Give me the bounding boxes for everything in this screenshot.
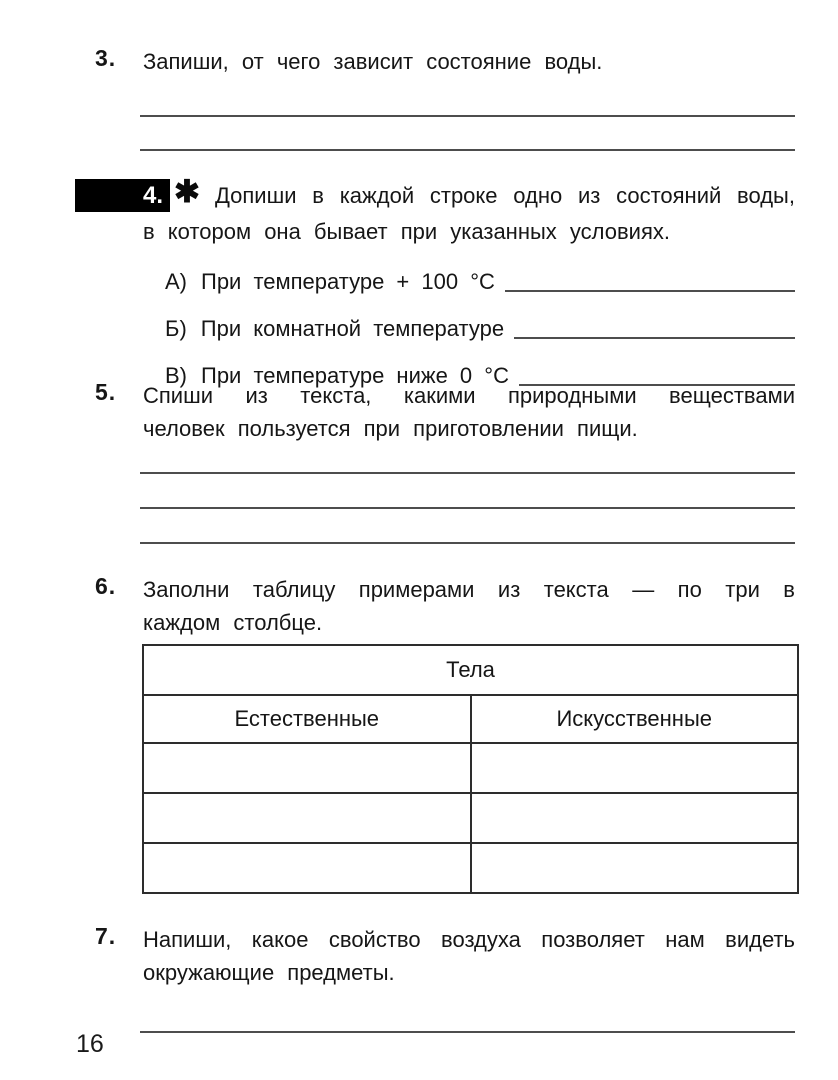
task-3	[0, 44, 838, 174]
column-header-artificial: Искусственные	[471, 695, 799, 743]
answer-line[interactable]	[140, 1031, 795, 1033]
task-text-line2: каждом столбце.	[143, 610, 323, 635]
task-6	[0, 572, 838, 902]
task-text: Запиши, от чего зависит состояние воды.	[143, 49, 603, 74]
answer-line[interactable]	[140, 542, 795, 544]
subitem-label: А)	[165, 269, 187, 294]
subitem-a	[165, 267, 795, 295]
table-title: Тела	[143, 645, 798, 695]
task-text-line1: Напиши, какое свойство воздуха позволяет нам видеть	[143, 927, 795, 952]
task-subitems	[143, 267, 795, 389]
task-number-highlighted: 4.	[75, 179, 170, 212]
task-7	[0, 922, 838, 1042]
answer-line[interactable]	[140, 507, 795, 509]
page-number: 16	[76, 1030, 104, 1058]
task-number: 7.	[95, 923, 117, 949]
task-text-line2: окружающие предметы.	[143, 960, 395, 985]
table-cell-empty[interactable]	[143, 743, 471, 793]
answer-line[interactable]	[140, 472, 795, 474]
subitem-text: При температуре ниже 0 °С	[201, 363, 509, 388]
task-text-line1: Спиши из текста, какими природными веществами	[143, 383, 795, 408]
task-text-line2: человек пользуется при приготовлении пищи.	[143, 416, 638, 441]
subitem-label: В)	[165, 363, 187, 388]
table-cell-empty[interactable]	[471, 793, 799, 843]
answer-line[interactable]	[140, 115, 795, 117]
table-cell-empty[interactable]	[471, 843, 799, 893]
task-number: 3.	[95, 45, 117, 71]
answer-underline[interactable]	[514, 337, 795, 339]
table-cell-empty[interactable]	[143, 843, 471, 893]
answer-underline[interactable]	[505, 290, 795, 292]
subitem-b	[165, 314, 795, 342]
task-5	[0, 378, 838, 568]
task-text-line2: в котором она бывает при указанных условиях.	[143, 219, 670, 244]
column-header-natural: Естественные	[143, 695, 471, 743]
subitem-text: При комнатной температуре	[200, 316, 505, 341]
task-text-line1: Допиши в каждой строке одно из состояний воды,	[215, 183, 795, 208]
task-text-line1: Заполни таблицу примерами из текста — по три в	[143, 577, 795, 602]
task-4	[0, 176, 838, 406]
bodies-table	[142, 644, 799, 894]
asterisk-icon: ✱	[174, 174, 200, 209]
table-cell-empty[interactable]	[143, 793, 471, 843]
task-number: 6.	[95, 573, 117, 599]
task-number: 5.	[95, 379, 117, 405]
answer-line[interactable]	[140, 149, 795, 151]
subitem-label: Б)	[165, 316, 187, 341]
table-cell-empty[interactable]	[471, 743, 799, 793]
subitem-text: При температуре + 100 °С	[201, 269, 495, 294]
